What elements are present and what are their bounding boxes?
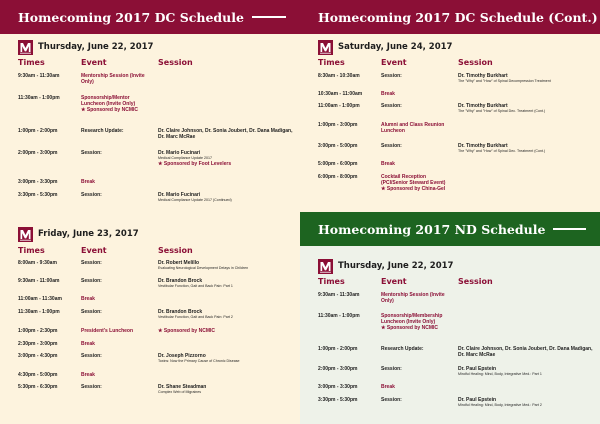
date-row	[18, 226, 300, 242]
banner-rule	[553, 228, 586, 230]
row-session: Dr. Brandon Brock Vestibular Function, Gait and Back Pain: Part 1	[158, 278, 298, 289]
row-session: Dr. Joseph Pizzorno Toxins: Now the Primary Cause of Chronic Disease	[158, 353, 298, 364]
panel-banner	[300, 0, 600, 34]
row-event: Session:	[81, 278, 102, 284]
session-subtitle: Complex Web of Migraines	[158, 390, 202, 394]
row-event: Sponsorship/Mentor Luncheon (Invite Only) ★ Sponsored by NCMIC	[81, 95, 153, 114]
session-subtitle: Mindful Healing: Mind, Body, Integrative Med.: Part 2	[458, 403, 542, 407]
sponsor-note: ★ Sponsored by Foot Levelers	[158, 161, 232, 167]
sponsor-note: ★ Sponsored by NCMIC	[381, 325, 438, 331]
row-event: Research Update:	[81, 128, 124, 134]
row-session: Dr. Timothy Burkhart The "Why" and "How" of Spinal Dec. Treatment (Cont.)	[458, 103, 598, 114]
row-session: Dr. Mario Fucinari Medical Compliance Update 2017 (Continued)	[158, 192, 298, 203]
times-header: Times	[18, 246, 45, 255]
event-header: Event	[381, 58, 407, 67]
session-subtitle: The "Why" and "How" of Spinal Dec. Treatment (Cont.)	[458, 149, 546, 153]
session-header: Session	[158, 58, 193, 67]
panel-title: Homecoming 2017 DC Schedule	[18, 9, 244, 25]
session-header: Session	[458, 58, 493, 67]
event-header: Event	[381, 277, 407, 286]
session-subtitle: Evaluating Neurological Development Delays in Children	[158, 266, 249, 270]
times-header: Times	[318, 58, 345, 67]
schedule-date: Friday, June 23, 2017	[38, 229, 139, 239]
row-session: Dr. Paul Epstein Mindful Healing: Mind, Body, Integrative Med.: Part 1	[458, 366, 598, 377]
row-event: Break	[381, 384, 395, 390]
row-time: 3:00pm - 5:00pm	[318, 143, 358, 149]
row-event: Session:	[81, 192, 102, 198]
row-session: Dr. Timothy Burkhart The "Why" and "How" of Spinal Dec. Treatment (Cont.)	[458, 143, 598, 154]
row-time: 3:30pm - 5:30pm	[318, 397, 358, 403]
row-time: 1:00pm - 2:00pm	[18, 128, 58, 134]
college-logo-icon	[318, 259, 333, 274]
dc-thursday-panel	[0, 0, 300, 212]
row-event: Session:	[381, 103, 402, 109]
date-row	[318, 39, 600, 55]
session-subtitle: The "Why" and "How" of Spinal Dec. Treatment (Cont.)	[458, 109, 546, 113]
row-time: 2:00pm - 3:00pm	[318, 366, 358, 372]
row-event: Session:	[81, 384, 102, 390]
row-session	[158, 328, 298, 335]
row-session: Dr. Robert Melillo Evaluating Neurological Development Delays in Children	[158, 260, 298, 271]
row-time: 5:30pm - 6:30pm	[18, 384, 58, 390]
schedule-date: Saturday, June 24, 2017	[338, 42, 453, 52]
row-time: 8:30am - 10:30am	[318, 73, 360, 79]
row-time: 11:30am - 1:00pm	[18, 309, 60, 315]
row-time: 11:00am - 1:00pm	[318, 103, 360, 109]
banner-rule	[252, 16, 286, 18]
row-time: 9:30am - 11:30am	[18, 73, 60, 79]
row-time: 9:30am - 11:30am	[318, 292, 360, 298]
row-time: 3:30pm - 5:30pm	[18, 192, 58, 198]
row-time: 1:00pm - 3:00pm	[318, 122, 358, 128]
row-time: 11:30am - 1:00pm	[318, 313, 360, 319]
session-subtitle: Toxins: Now the Primary Cause of Chronic Disease	[158, 359, 240, 363]
college-logo-icon	[18, 40, 33, 55]
session-subtitle: Vestibular Function, Gait and Back Pain: Part 1	[158, 284, 233, 288]
event-header: Event	[81, 58, 107, 67]
session-subtitle: Mindful Healing: Mind, Body, Integrative Med.: Part 1	[458, 372, 542, 376]
row-event: Break	[381, 161, 395, 167]
panel-title: Homecoming 2017 DC Schedule (Cont.)	[318, 9, 598, 25]
column-headers	[300, 58, 600, 70]
row-event: Session:	[81, 309, 102, 315]
nd-thursday-panel	[300, 212, 600, 424]
row-event: Break	[81, 341, 95, 347]
row-time: 3:00pm - 4:30pm	[18, 353, 58, 359]
row-time: 11:30am - 1:00pm	[18, 95, 60, 101]
row-session: Dr. Claire Johnson, Dr. Sonia Joubert, Dr. Dana Madigan, Dr. Marc McRae	[158, 128, 293, 140]
sponsor-note: ★ Sponsored by NCMIC	[158, 328, 215, 334]
row-session: Dr. Brandon Brock Vestibular Function, Gait and Back Pain: Part 2	[158, 309, 298, 320]
row-event: Alumni and Class Reunion Luncheon	[381, 122, 445, 134]
session-subtitle: Medical Compliance Update 2017	[158, 156, 212, 160]
column-headers	[0, 58, 300, 70]
column-headers	[0, 246, 300, 258]
column-headers	[300, 277, 600, 289]
session-header: Session	[458, 277, 493, 286]
session-header: Session	[158, 246, 193, 255]
schedule-date: Thursday, June 22, 2017	[338, 261, 454, 271]
row-time: 4:30pm - 5:00pm	[18, 372, 58, 378]
row-event: Research Update:	[381, 346, 424, 352]
row-event: Break	[81, 372, 95, 378]
panel-title: Homecoming 2017 ND Schedule	[318, 221, 546, 237]
row-time: 9:30am - 11:00am	[18, 278, 60, 284]
row-time: 1:00pm - 2:30pm	[18, 328, 58, 334]
date-row	[318, 258, 600, 274]
row-time: 8:00am - 9:30am	[18, 260, 57, 266]
row-event: Session:	[381, 143, 402, 149]
row-event: Mentorship Session (Invite Only)	[381, 292, 445, 304]
row-time: 3:00pm - 3:30pm	[18, 179, 58, 185]
row-event: Mentorship Session (Invite Only)	[81, 73, 145, 85]
row-session: Dr. Shane Steadman Complex Web of Migraines	[158, 384, 298, 395]
row-event: Session:	[81, 150, 102, 156]
dc-saturday-panel	[300, 0, 600, 212]
row-event: President's Luncheon	[81, 328, 134, 334]
row-event: Break	[81, 179, 95, 185]
row-time: 5:00pm - 6:00pm	[318, 161, 358, 167]
row-session: Dr. Mario Fucinari Medical Compliance Update 2017 ★ Sponsored by Foot Levelers	[158, 150, 298, 168]
date-row	[18, 39, 300, 55]
row-session: Dr. Timothy Burkhart The "Why" and "How" of Spinal Decompression Treatment	[458, 73, 598, 84]
row-event: Break	[381, 91, 395, 97]
row-time: 10:30am - 11:00am	[318, 91, 363, 97]
row-time: 6:00pm - 8:00pm	[318, 174, 358, 180]
college-logo-icon	[318, 40, 333, 55]
row-event: Session:	[81, 353, 102, 359]
row-time: 2:00pm - 3:00pm	[18, 150, 58, 156]
row-event: Session:	[81, 260, 102, 266]
row-event: Session:	[381, 73, 402, 79]
event-header: Event	[81, 246, 107, 255]
panel-banner	[0, 0, 300, 34]
row-event: Session:	[381, 397, 402, 403]
times-header: Times	[318, 277, 345, 286]
row-time: 2:30pm - 3:00pm	[18, 341, 58, 347]
sponsor-note: ★ Sponsored by China-Gel	[381, 186, 446, 192]
row-event: Break	[81, 296, 95, 302]
college-logo-icon	[18, 227, 33, 242]
row-session: Dr. Paul Epstein Mindful Healing: Mind, Body, Integrative Med.: Part 2	[458, 397, 598, 408]
schedule-date: Thursday, June 22, 2017	[38, 42, 154, 52]
panel-banner	[300, 212, 600, 246]
row-event: Sponsorship/Membership Luncheon (Invite Only) ★ Sponsored by NCMIC	[381, 313, 453, 332]
row-event: Cocktail Reception (PCI/Senior Steward Event) ★ Sponsored by China-Gel	[381, 174, 453, 193]
dc-friday-panel	[0, 212, 300, 424]
row-time: 3:00pm - 3:30pm	[318, 384, 358, 390]
row-session: Dr. Claire Johnson, Dr. Sonia Joubert, Dr. Dana Madigan, Dr. Marc McRae	[458, 346, 593, 358]
row-event: Session:	[381, 366, 402, 372]
row-time: 1:00pm - 2:00pm	[318, 346, 358, 352]
session-subtitle: Medical Compliance Update 2017 (Continued)	[158, 198, 232, 202]
session-subtitle: Vestibular Function, Gait and Back Pain: Part 2	[158, 315, 233, 319]
sponsor-note: ★ Sponsored by NCMIC	[81, 107, 138, 113]
row-time: 11:00am - 11:30am	[18, 296, 62, 302]
session-subtitle: The "Why" and "How" of Spinal Decompression Treatment	[458, 79, 551, 83]
times-header: Times	[18, 58, 45, 67]
